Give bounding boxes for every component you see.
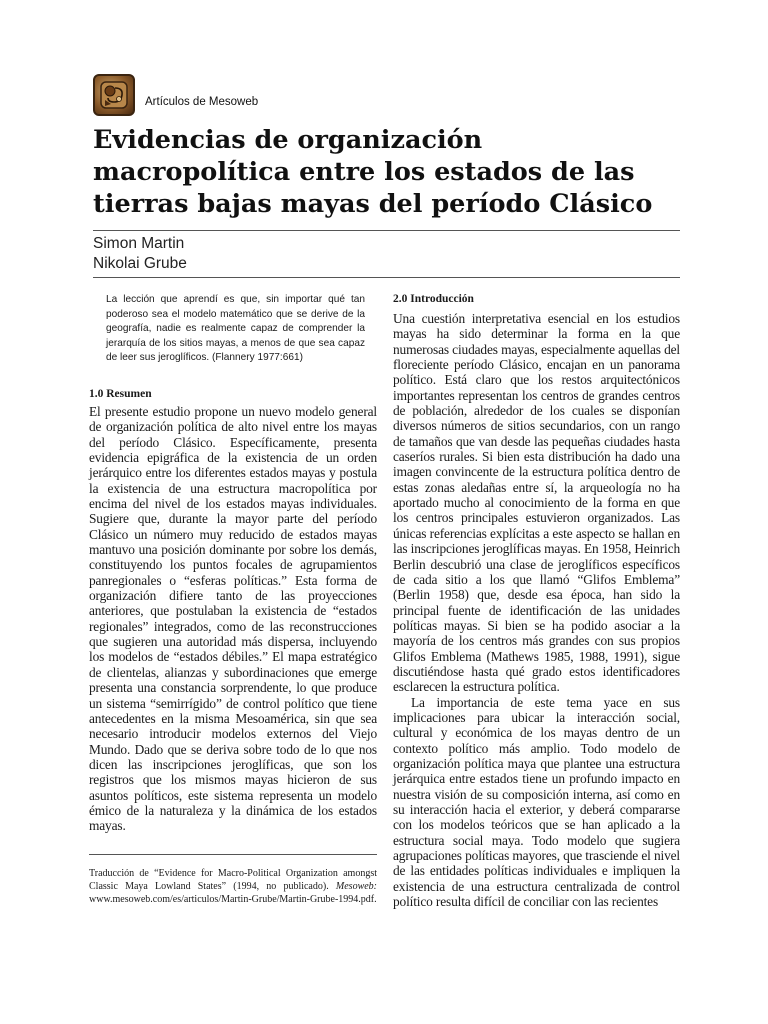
footnote-text: Traducción de “Evidence for Macro-Political Organization amongst Classic Maya Lowland States” (1994, no publicado).: [89, 867, 377, 892]
abstract-heading: 1.0 Resumen: [89, 387, 152, 400]
author-name: Simon Martin: [93, 235, 185, 252]
page-header: [93, 66, 258, 116]
left-column: [89, 293, 377, 906]
footnote: [89, 867, 377, 907]
article-title: Evidencias de organización macropolítica entre los estados de las tierras bajas mayas del período Clásico: [93, 125, 653, 219]
introduction-heading: 2.0 Introducción: [393, 293, 474, 305]
introduction-paragraph: La importancia de este tema yace en sus implicaciones para ubicar la interacción social, cultural y económica de los mayas dentro de un contexto político más amplio. Todo modelo de organización política maya que plantee una estructura jerárquica entre estados tiene un profundo impacto en nuestra visión de su composición interna, así como en su interacción hacia el exterior, y deberá compararse con los modelos teóricos que se han aplicado a la estructura social maya. Todo modelo que sugiera agrupaciones políticas mayores, que trasciende el nivel de las entidades políticas individuales e impliquen la existencia de una estructura centralizada de control político resulta difícil de conciliar con las recientes: [393, 694, 680, 910]
introduction-paragraph: Una cuestión interpretativa esencial en los estudios mayas ha sido determinar la forma en la que numerosas ciudades mayas, especialmente aquellas del floreciente período Clásico, encajan en un panorama político. Está claro que los restos arquitectónicos importantes representan los centros de grandes centros de población, alrededor de los cuales se disponían diversos números de sitios secundarios, con un rango de tamaños que van desde las pequeñas ciudades hasta caseríos rurales. Si bien esta distribución ha dado una imagen convincente de la estructura política dentro de estas zonas aledañas entre sí, la arqueología no ha aportado mucho al conocimiento de la forma en que los centros principales estuvieron organizados. Las únicas referencias explícitas a este aspecto se hallan en las inscripciones jeroglíficas mayas. En 1958, Heinrich Berlin descubrió una clase de jeroglíficos específicos de cada sitio a los que llamó “Glifos Emblema” (Berlin 1958) que, desde esa época, han sido la principal fuente de identificación de las unidades políticas mayas. Si bien se ha podido asociar a la mayoría de los centros más grandes con sus propios Glifos Emblema (Mathews 1985, 1988, 1991), sigue discutiéndose hasta qué grado estos identificadores esclarecen la estructura política.: [393, 311, 681, 695]
authors-divider: [93, 277, 680, 278]
mesoweb-logo: [93, 74, 135, 116]
series-label: Artículos de Mesoweb: [145, 96, 259, 108]
footnote-source-label: Mesoweb:: [335, 880, 378, 892]
author-list: [93, 234, 187, 274]
footnote-url[interactable]: www.mesoweb.com/es/articulos/Martin-Grube/Martin-Grube-1994.pdf.: [89, 894, 377, 905]
author-name: Nikolai Grube: [93, 255, 187, 272]
epigraph-quote: La lección que aprendí es que, sin importar qué tan poderoso sea el modelo matemático que se derive de la geografía, nadie es realmente capaz de comprender la jerarquía de los sitios mayas, a menos de que sea capaz de leer sus jeroglíficos. (Flannery 1977:661): [106, 294, 365, 364]
footnote-divider: [89, 854, 377, 855]
title-divider: [93, 230, 680, 231]
mayan-glyph-logo-icon: [99, 80, 129, 110]
right-column: [393, 293, 680, 909]
abstract-paragraph: El presente estudio propone un nuevo modelo general de organización política de alto nivel entre los mayas del período Clásico. Específicamente, presenta evidencia epigráfica de la existencia de un orden jerárquico entre los diferentes estados mayas y postula la existencia de una estructura macropolítica por encima del nivel de los estados mayas individuales. Sugiere que, durante la mayor parte del período Clásico un número muy reducido de estados mayas mantuvo una posición dominante por sobre los demás, constituyendo los puntos focales de agrupamientos panregionales o “esferas políticas.” Esta forma de organización difiere tanto de las proyecciones anteriores, que postulaban la existencia de “estados regionales” integrados, como de las reconstrucciones que sugieren una autoridad más dispersa, incluyendo los modelos de “estados débiles.” El mapa estratégico de clientelas, alianzas y subordinaciones que emerge presenta una constancia sorprendente, lo que produce un sistema “semirrígido” de control político que tiene antecedentes en la misma Mesoamérica, sin que sea necesario introducir modelos externos del Viejo Mundo. Dado que se deriva sobre todo de lo que nos dicen las inscripciones jeroglíficas, que son los registros que los mismos mayas hicieron de sus asuntos políticos, este sistema representa un modelo émico de la naturaleza y la dinámica de los estados mayas.: [89, 403, 377, 834]
